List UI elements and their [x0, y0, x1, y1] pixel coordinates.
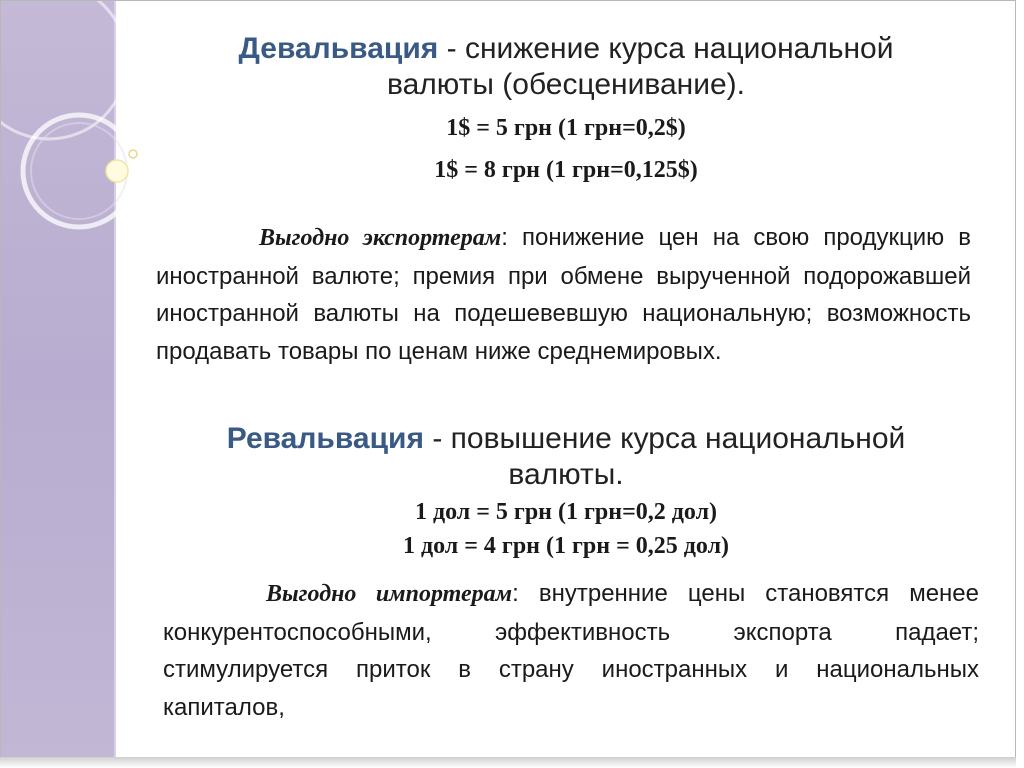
revaluation-definition-line2: валюты. [508, 458, 624, 491]
revaluation-definition: - повышение курса национальной [424, 422, 906, 455]
importers-benefit-lead: Выгодно импортерам [266, 581, 513, 607]
importers-benefit-text: : внутренние цены становятся менее конкурентоспособными, эффективность экспорта падает; стимулируется приток в страну иностранных и национальных капиталов, [163, 580, 979, 721]
exporters-benefit-text: : понижение цен на свою продукцию в иностранной валюте; премия при обмене вырученной подорожавшей иностранной валюты на подешевевшую национальную; возможность продавать товары по ценам ниже среднемировых. [156, 224, 971, 365]
exporters-benefit-paragraph [156, 219, 971, 370]
devaluation-term: Девальвация [238, 32, 439, 65]
bottom-shadow [0, 757, 1016, 768]
devaluation-formula-2: 1$ = 8 грн (1 грн=0,125$) [434, 157, 698, 183]
exporters-benefit-lead: Выгодно экспортерам [259, 225, 502, 251]
revaluation-formula-1: 1 дол = 5 грн (1 грн=0,2 дол) [414, 499, 718, 525]
revaluation-formula-2: 1 дол = 4 грн (1 грн = 0,25 дол) [402, 533, 730, 559]
devaluation-definition: - снижение курса национальной [438, 32, 894, 65]
devaluation-heading [161, 31, 971, 67]
devaluation-formula-1: 1$ = 5 грн (1 грн=0,2$) [446, 115, 686, 141]
revaluation-heading [161, 421, 971, 457]
decorative-side-strip [1, 1, 114, 759]
strip-edge [114, 1, 116, 759]
devaluation-definition-line2: валюты (обесценивание). [387, 68, 745, 101]
revaluation-term: Ревальвация [226, 422, 424, 455]
importers-benefit-paragraph [163, 575, 979, 726]
